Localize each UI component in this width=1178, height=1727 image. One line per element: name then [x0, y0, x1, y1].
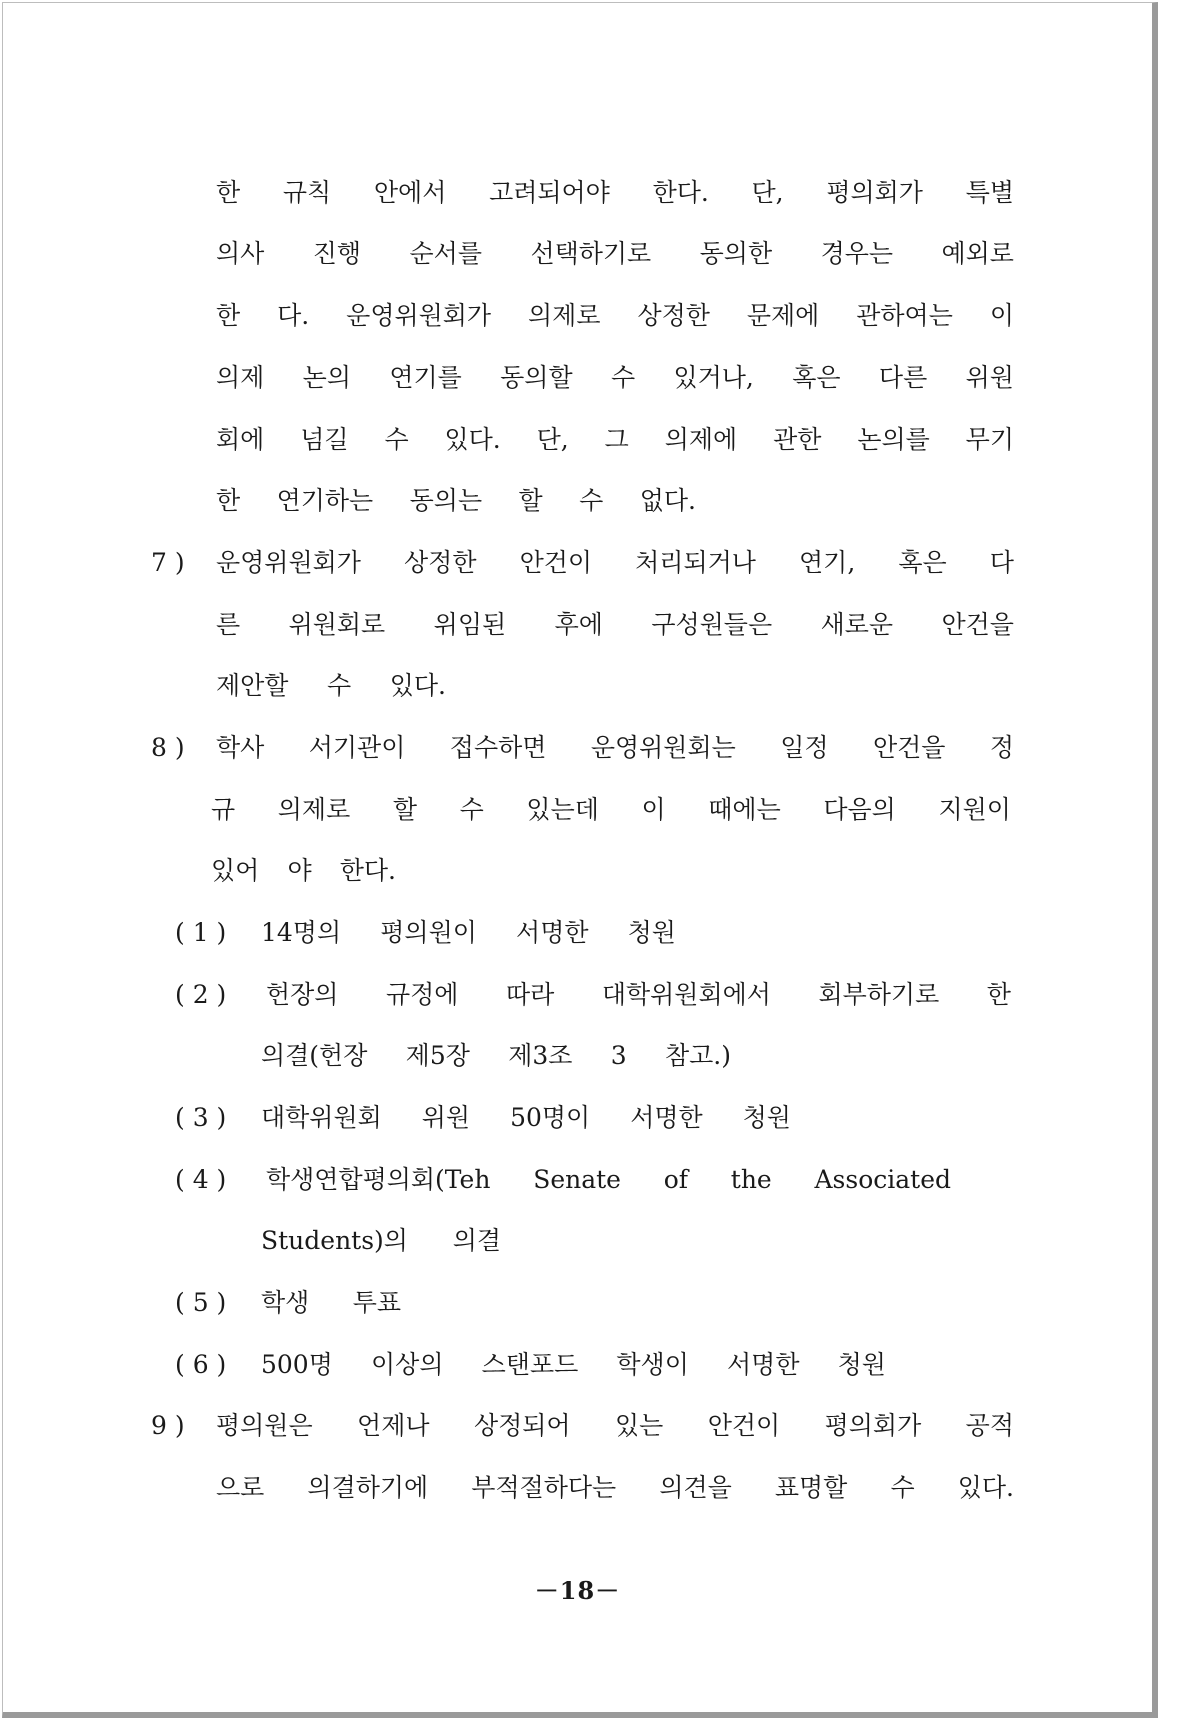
word: 상정한	[637, 301, 710, 330]
text-line	[216, 239, 1014, 269]
word: 정	[989, 733, 1014, 762]
word: 관한	[773, 425, 822, 454]
word: 언제나	[357, 1411, 430, 1440]
word: 동의는	[409, 486, 483, 515]
word: 규정에	[386, 980, 459, 1009]
word: 있어	[211, 856, 260, 885]
word: 다른	[878, 363, 928, 392]
word: 위원회로	[288, 610, 386, 639]
word: 있다.	[444, 425, 501, 454]
word: 없다.	[639, 486, 696, 515]
word: 지원이	[938, 795, 1011, 824]
item-number: 7 )	[151, 548, 185, 577]
text-line	[216, 610, 1014, 640]
word: 안건을	[872, 733, 946, 762]
text-line	[266, 1165, 951, 1195]
word: 있다.	[957, 1473, 1014, 1502]
word: 때에는	[708, 795, 781, 824]
word: 의결(헌장	[261, 1041, 368, 1070]
word: 논의를	[857, 425, 930, 454]
word: 동의한	[699, 239, 773, 268]
word: 제3조	[508, 1041, 573, 1070]
word: 청원	[742, 1103, 791, 1132]
word: 단,	[536, 425, 569, 454]
word: 학생	[261, 1288, 310, 1317]
word: the	[730, 1165, 772, 1194]
word: 무기	[965, 425, 1014, 454]
word: 안건을	[941, 610, 1014, 639]
word: 이	[989, 301, 1014, 330]
text-line	[216, 301, 1014, 331]
word: 일정	[780, 733, 829, 762]
item-number: 8 )	[151, 733, 185, 762]
word: 3	[610, 1041, 627, 1070]
text-line	[216, 425, 1014, 455]
word: 있다.	[389, 671, 446, 700]
text-line	[261, 1350, 886, 1380]
word: 서명한	[727, 1350, 800, 1379]
word: 접수하면	[449, 733, 547, 762]
word: 수	[890, 1473, 915, 1502]
word: 동의할	[500, 363, 573, 392]
text-line	[216, 671, 446, 701]
word: 청원	[837, 1350, 886, 1379]
word: 다	[989, 548, 1014, 577]
word: 경우는	[820, 239, 894, 268]
word: 단,	[751, 178, 784, 207]
word: 제5장	[405, 1041, 470, 1070]
item-number: ( 5 )	[175, 1288, 227, 1317]
word: 그	[604, 425, 629, 454]
word: 상정되어	[473, 1411, 571, 1440]
text-line	[211, 856, 396, 886]
word: 이	[641, 795, 666, 824]
word: 참고.)	[664, 1041, 731, 1070]
word: 서명한	[516, 918, 589, 947]
page-number: －18－	[534, 1576, 621, 1605]
text-line	[216, 178, 1014, 208]
word: 진행	[312, 239, 362, 268]
text-line	[216, 548, 1014, 578]
text-line	[261, 1041, 731, 1071]
word: 야	[287, 856, 312, 885]
word: 운영위원회가	[346, 301, 492, 330]
text-line	[211, 795, 1011, 825]
word: 평의원이	[380, 918, 477, 947]
word: 안건이	[707, 1411, 781, 1440]
word: 구성원들은	[651, 610, 773, 639]
word: 있는	[614, 1411, 664, 1440]
word: 의제에	[664, 425, 738, 454]
word: 한	[216, 301, 241, 330]
word: 청원	[627, 918, 676, 947]
word: 한	[986, 980, 1011, 1009]
item-number: ( 2 )	[175, 980, 227, 1009]
word: 규	[211, 795, 236, 824]
text-line	[216, 486, 696, 516]
word: 논의	[302, 363, 351, 392]
item-number: ( 1 )	[175, 918, 227, 947]
word: 연기,	[799, 548, 856, 577]
word: 른	[216, 610, 241, 639]
word: 대학위원회	[261, 1103, 382, 1132]
word: 표명할	[774, 1473, 848, 1502]
word: 회에	[216, 425, 265, 454]
text-line	[216, 1473, 1014, 1503]
word: 의사	[216, 239, 265, 268]
word: 관하여는	[856, 301, 953, 330]
word: 연기를	[389, 363, 462, 392]
word: 으로	[216, 1473, 265, 1502]
word: 할	[518, 486, 543, 515]
word: 위원	[965, 363, 1014, 392]
word: 수	[327, 671, 352, 700]
word: 연기하는	[276, 486, 374, 515]
text-line	[261, 1226, 501, 1256]
word: 순서를	[409, 239, 482, 268]
word: 예외로	[941, 239, 1014, 268]
word: 넘길	[300, 425, 349, 454]
word: 학생연합평의회(Teh	[266, 1165, 491, 1194]
word: 이상의	[371, 1350, 444, 1379]
word: 투표	[352, 1288, 401, 1317]
word: 안에서	[373, 178, 447, 207]
word: 수	[459, 795, 484, 824]
word: 혹은	[792, 363, 841, 392]
word: 제안할	[216, 671, 289, 700]
word: 처리되거나	[635, 548, 756, 577]
word: 의제	[216, 363, 265, 392]
word: 한다.	[652, 178, 709, 207]
word: 고려되어야	[489, 178, 610, 207]
text-line	[266, 980, 1011, 1010]
word: 운영위원회가	[216, 548, 361, 577]
text-line	[261, 1103, 791, 1133]
word: 다.	[277, 301, 310, 330]
word: 서명한	[630, 1103, 703, 1132]
word: 위임된	[433, 610, 507, 639]
word: 14명의	[261, 918, 342, 947]
word: Associated	[814, 1165, 951, 1194]
text-line	[261, 918, 676, 948]
word: 규칙	[282, 178, 332, 207]
word: 한	[216, 178, 241, 207]
item-number: ( 4 )	[175, 1165, 227, 1194]
word: 학사	[216, 733, 265, 762]
word: 문제에	[746, 301, 820, 330]
word: of	[663, 1165, 689, 1194]
word: 의결하기에	[307, 1473, 429, 1502]
word: Senate	[533, 1165, 621, 1194]
word: 특별	[965, 178, 1014, 207]
word: 따라	[506, 980, 555, 1009]
word: 헌장의	[266, 980, 339, 1009]
item-number: 9 )	[151, 1411, 185, 1440]
word: 수	[384, 425, 409, 454]
word: 의결	[452, 1226, 501, 1255]
word: 위원	[421, 1103, 471, 1132]
word: 대학위원회에서	[601, 980, 771, 1009]
word: 스탠포드	[481, 1350, 579, 1379]
word: 있는데	[526, 795, 599, 824]
word: 다음의	[823, 795, 896, 824]
word: 새로운	[820, 610, 894, 639]
document-page	[2, 2, 1158, 1718]
word: 수	[610, 363, 636, 392]
word: 부적절하다는	[471, 1473, 617, 1502]
word: 회부하기로	[818, 980, 940, 1009]
word: 평의회가	[824, 1411, 922, 1440]
word: 선택하기로	[530, 239, 652, 268]
text-line	[261, 1288, 401, 1318]
text-line	[216, 1411, 1014, 1441]
word: 한다.	[339, 856, 396, 885]
word: 500명	[261, 1350, 333, 1379]
word: 할	[392, 795, 418, 824]
word: 50명이	[510, 1103, 591, 1132]
word: Students)의	[261, 1226, 408, 1255]
word: 평의회가	[826, 178, 923, 207]
item-number: ( 3 )	[175, 1103, 227, 1132]
word: 있거나,	[673, 363, 754, 392]
item-number: ( 6 )	[175, 1350, 227, 1379]
word: 상정한	[404, 548, 477, 577]
word: 의제로	[277, 795, 351, 824]
word: 학생이	[616, 1350, 689, 1379]
word: 안건이	[519, 548, 593, 577]
word: 수	[579, 486, 604, 515]
word: 공적	[965, 1411, 1014, 1440]
word: 한	[216, 486, 241, 515]
word: 서기관이	[308, 733, 406, 762]
word: 의제로	[528, 301, 601, 330]
text-line	[216, 363, 1014, 393]
word: 혹은	[898, 548, 947, 577]
word: 평의원은	[216, 1411, 313, 1440]
text-line	[216, 733, 1014, 763]
word: 운영위원회는	[590, 733, 736, 762]
word: 후에	[554, 610, 603, 639]
word: 의견을	[659, 1473, 732, 1502]
